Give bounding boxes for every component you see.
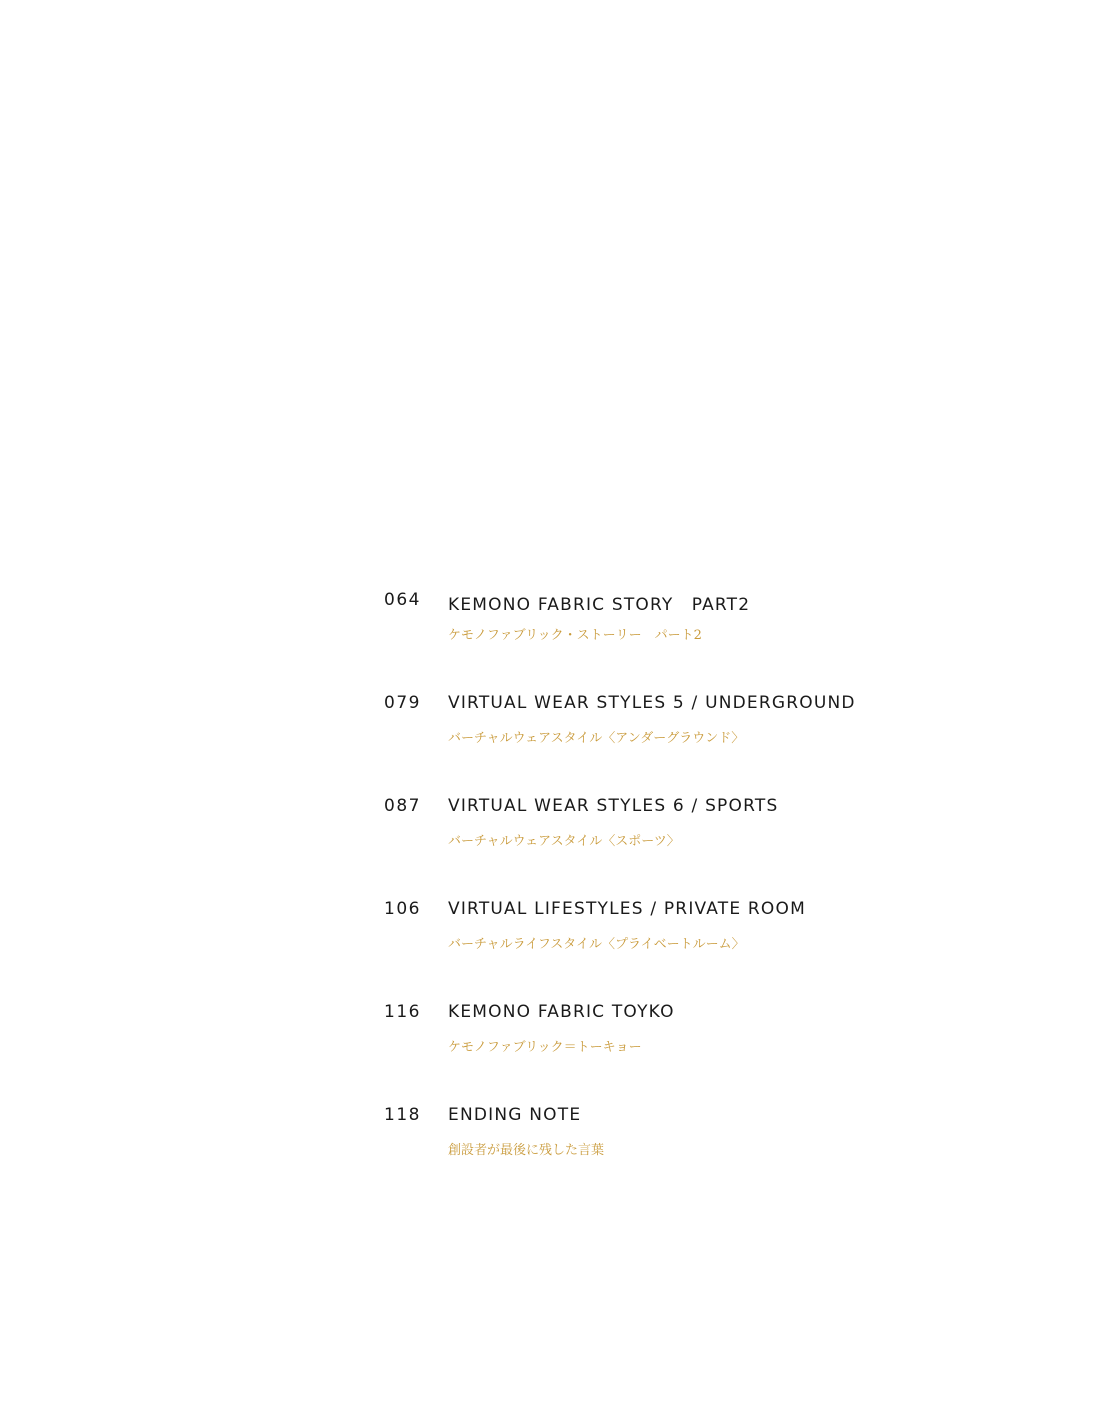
toc-entry[interactable] <box>384 1103 984 1206</box>
toc-title-english: KEMONO FABRIC TOYKO <box>448 1002 675 1022</box>
toc-entry[interactable] <box>384 897 984 1000</box>
toc-title-japanese: 創設者が最後に残した言葉 <box>448 1143 605 1158</box>
toc-entry[interactable] <box>384 691 984 794</box>
toc-entry[interactable] <box>384 794 984 897</box>
toc-title-japanese: バーチャルライフスタイル〈プライベートルーム〉 <box>448 937 745 952</box>
toc-page-number: 106 <box>384 899 421 919</box>
toc-title-english: VIRTUAL WEAR STYLES 6 / SPORTS <box>448 796 779 816</box>
toc-title-english: VIRTUAL WEAR STYLES 5 / UNDERGROUND <box>448 693 856 713</box>
toc-entry[interactable] <box>384 588 984 691</box>
toc-title-japanese: ケモノファブリック＝トーキョー <box>448 1040 642 1055</box>
toc-page-number: 116 <box>384 1002 421 1022</box>
toc-page-number: 064 <box>384 590 421 610</box>
toc-page-number: 079 <box>384 693 421 713</box>
toc-title-japanese: バーチャルウェアスタイル〈アンダーグラウンド〉 <box>448 731 745 746</box>
toc-page-number: 118 <box>384 1105 421 1125</box>
toc-entry[interactable] <box>384 1000 984 1103</box>
toc-title-japanese: ケモノファブリック・ストーリー パート2 <box>448 628 702 643</box>
toc-title-english: KEMONO FABRIC STORY PART2 <box>448 595 751 615</box>
table-of-contents <box>384 588 984 1206</box>
toc-title-japanese: バーチャルウェアスタイル〈スポーツ〉 <box>448 834 680 849</box>
toc-page-number: 087 <box>384 796 421 816</box>
toc-title-english: VIRTUAL LIFESTYLES / PRIVATE ROOM <box>448 899 806 919</box>
toc-title-english: ENDING NOTE <box>448 1105 582 1125</box>
